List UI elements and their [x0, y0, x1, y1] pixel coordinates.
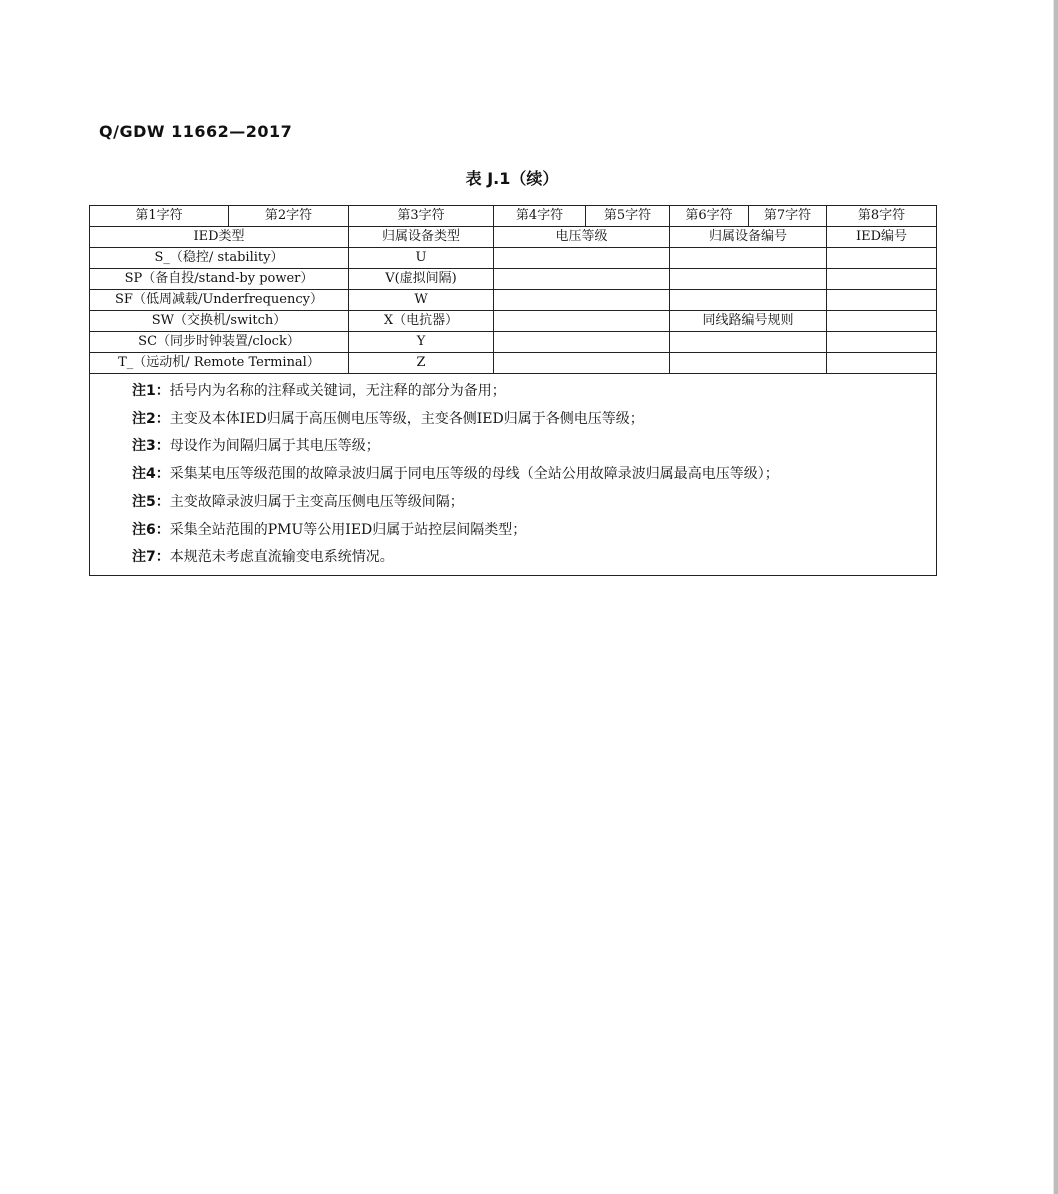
cell-ied-number	[827, 311, 937, 332]
cell-voltage	[494, 248, 670, 269]
note-4	[132, 461, 936, 489]
note-1	[132, 378, 936, 406]
cell-ied-number	[827, 248, 937, 269]
note-3	[132, 433, 936, 461]
cell-voltage	[494, 311, 670, 332]
cell-ied-type: T_（远动机/ Remote Terminal）	[90, 353, 349, 374]
cell-ied-number	[827, 269, 937, 290]
table-row	[90, 332, 937, 353]
char-header-8: 第8字符	[827, 206, 937, 227]
note-label: 注4：	[132, 466, 170, 483]
note-7	[132, 544, 936, 572]
header-device-type: 归属设备类型	[349, 227, 494, 248]
char-header-2: 第2字符	[229, 206, 349, 227]
cell-device-number	[670, 290, 827, 311]
char-header-3: 第3字符	[349, 206, 494, 227]
cell-ied-type: SW（交换机/switch）	[90, 311, 349, 332]
cell-device-type: Z	[349, 353, 494, 374]
note-text: 括号内为名称的注释或关键词，无注释的部分为备用；	[169, 383, 506, 399]
note-label: 注5：	[132, 493, 170, 510]
header-voltage-level: 电压等级	[494, 227, 670, 248]
ied-naming-table	[89, 205, 937, 576]
cell-device-type: V(虚拟间隔)	[349, 269, 494, 290]
char-header-5: 第5字符	[586, 206, 670, 227]
cell-ied-number	[827, 332, 937, 353]
table-title: 表 J.1（续）	[465, 169, 559, 188]
page-edge-shadow	[1054, 0, 1058, 1194]
cell-device-type: W	[349, 290, 494, 311]
char-header-row	[90, 206, 937, 227]
note-label: 注6：	[132, 521, 170, 538]
note-text: 采集全站范围的PMU等公用IED归属于站控层间隔类型；	[169, 521, 527, 538]
note-text: 本规范未考虑直流输变电系统情况。	[169, 549, 394, 566]
cell-device-number: 同线路编号规则	[670, 311, 827, 332]
cell-ied-type: SC（同步时钟装置/clock）	[90, 332, 349, 353]
table-row	[90, 353, 937, 374]
cell-device-type: Y	[349, 332, 494, 353]
char-header-4: 第4字符	[494, 206, 586, 227]
note-label: 注7：	[132, 549, 170, 566]
note-label: 注2：	[132, 410, 170, 427]
note-2	[132, 406, 936, 434]
note-5	[132, 489, 936, 517]
header-ied-type: IED类型	[90, 227, 349, 248]
table-row	[90, 311, 937, 332]
header-ied-number: IED编号	[827, 227, 937, 248]
cell-ied-type: SP（备自投/stand-by power）	[90, 269, 349, 290]
cell-device-number	[670, 332, 827, 353]
table-row	[90, 290, 937, 311]
cell-device-type: U	[349, 248, 494, 269]
cell-device-number	[670, 248, 827, 269]
note-label: 注1：	[132, 383, 170, 399]
cell-ied-type: SF（低周减载/Underfrequency）	[90, 290, 349, 311]
header-device-number: 归属设备编号	[670, 227, 827, 248]
cell-ied-number	[827, 353, 937, 374]
note-text: 母设作为间隔归属于其电压等级；	[169, 438, 380, 455]
cell-device-number	[670, 353, 827, 374]
notes-row	[90, 374, 937, 576]
cell-device-type: X（电抗器）	[349, 311, 494, 332]
cell-voltage	[494, 269, 670, 290]
note-text: 主变及本体IED归属于高压侧电压等级，主变各侧IED归属于各侧电压等级；	[169, 410, 644, 427]
note-label: 注3：	[132, 438, 170, 455]
char-header-1: 第1字符	[90, 206, 229, 227]
note-text: 采集某电压等级范围的故障录波归属于同电压等级的母线（全站公用故障录波归属最高电压等级）；	[169, 466, 779, 483]
cell-voltage	[494, 353, 670, 374]
table-row	[90, 248, 937, 269]
note-6	[132, 517, 936, 545]
cell-ied-number	[827, 290, 937, 311]
char-header-6: 第6字符	[670, 206, 749, 227]
char-header-7: 第7字符	[749, 206, 827, 227]
table-row	[90, 269, 937, 290]
group-header-row	[90, 227, 937, 248]
notes-cell	[90, 374, 937, 576]
cell-voltage	[494, 332, 670, 353]
cell-ied-type: S_（稳控/ stability）	[90, 248, 349, 269]
cell-voltage	[494, 290, 670, 311]
document-code: Q/GDW 11662—2017	[99, 122, 293, 141]
note-text: 主变故障录波归属于主变高压侧电压等级间隔；	[169, 493, 464, 510]
cell-device-number	[670, 269, 827, 290]
